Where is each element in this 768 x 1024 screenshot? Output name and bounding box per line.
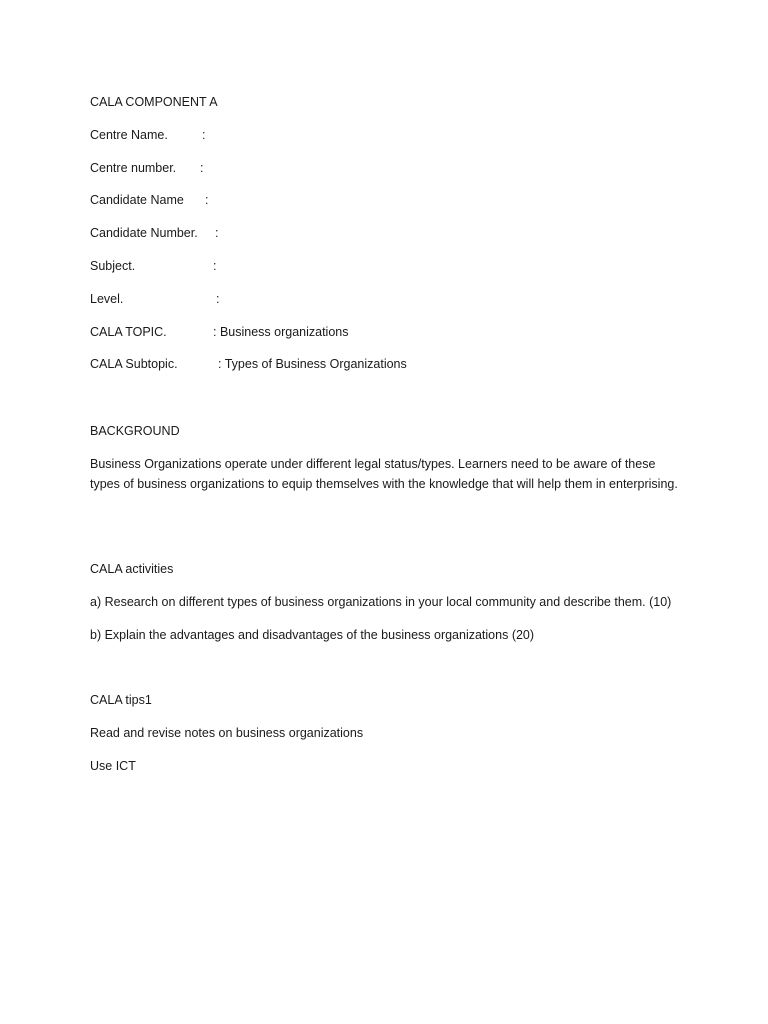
field-label: Subject. [90, 259, 136, 273]
field-value: : [200, 161, 204, 175]
field-value: : [216, 292, 220, 306]
background-heading: BACKGROUND [90, 424, 180, 438]
field-label: Centre Name. [90, 128, 168, 142]
activities-heading: CALA activities [90, 562, 174, 576]
field-value: : Business organizations [213, 325, 349, 339]
background-paragraph: Business Organizations operate under different legal status/types. Learners need to be aware of these types of business organizations to equip themselves with the knowledge that will help them in enterprising. [90, 457, 678, 491]
field-value: : [215, 226, 219, 240]
field-value: : Types of Business Organizations [218, 357, 407, 371]
field-label: Candidate Number. [90, 226, 198, 240]
activity-item: a) Research on different types of business organizations in your local community and describe them. (10) [90, 595, 672, 609]
field-label: CALA Subtopic. [90, 357, 178, 371]
tip-item: Read and revise notes on business organizations [90, 726, 364, 740]
tips-heading: CALA tips1 [90, 693, 152, 707]
field-subject [90, 258, 217, 274]
field-level [90, 291, 220, 307]
field-candidate-number [90, 225, 219, 241]
field-centre-name [90, 127, 206, 143]
field-value: : [202, 128, 206, 142]
field-cala-topic [90, 324, 349, 340]
field-candidate-name [90, 192, 209, 208]
document-title: CALA COMPONENT A [90, 95, 218, 109]
tip-item: Use ICT [90, 759, 136, 773]
field-label: Candidate Name [90, 193, 184, 207]
field-label: CALA TOPIC. [90, 325, 167, 339]
field-label: Centre number. [90, 161, 177, 175]
field-centre-number [90, 160, 204, 176]
field-label: Level. [90, 292, 124, 306]
field-value: : [213, 259, 217, 273]
activity-item: b) Explain the advantages and disadvantages of the business organizations (20) [90, 628, 535, 642]
field-cala-subtopic [90, 356, 407, 372]
field-value: : [205, 193, 209, 207]
